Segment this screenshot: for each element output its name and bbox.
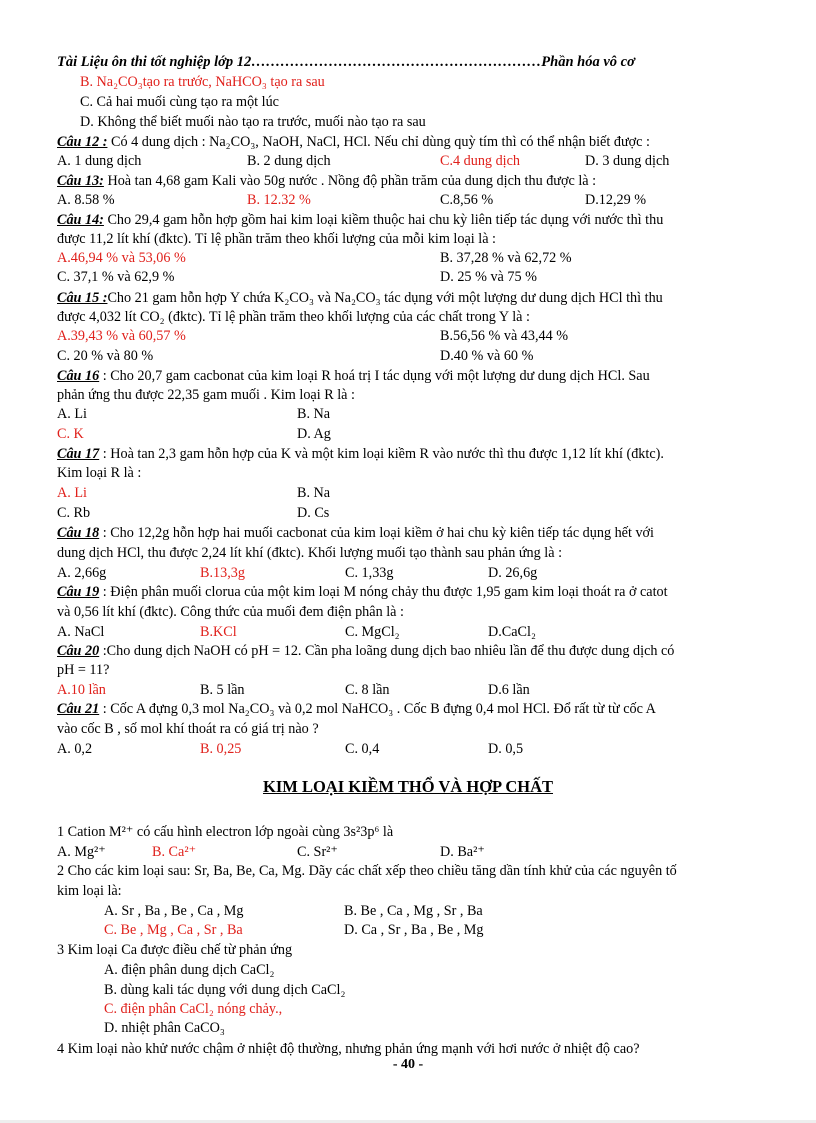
option-d: D. Ca , Sr , Ba , Be , Mg xyxy=(344,922,484,938)
question-20 xyxy=(57,642,674,660)
s3-option-d: D. nhiệt phân CaCO₃ xyxy=(104,1020,225,1036)
option-a: A.39,43 % và 60,57 % xyxy=(57,328,186,344)
question-label: Câu 16 xyxy=(57,368,100,384)
option-d: D. Cs xyxy=(297,505,330,521)
option-b: B.56,56 % và 43,44 % xyxy=(440,328,569,344)
question-21 xyxy=(57,700,656,718)
question-label: Câu 13: xyxy=(57,173,104,189)
q17-options-cd xyxy=(57,504,757,522)
question-12 xyxy=(57,133,650,151)
option-b-line: B. Na₂CO₃tạo ra trước, NaHCO₃ tạo ra sau xyxy=(80,74,325,90)
page-header: Tài Liệu ôn thi tốt nghiệp lớp 12……………………………………………………Phần hóa vô cơ xyxy=(57,54,635,70)
q21-options xyxy=(57,740,757,758)
option-b: B. 37,28 % và 62,72 % xyxy=(440,250,572,266)
question-21-cont: vào cốc B , số mol khí thoát ra có giá trị nào ? xyxy=(57,721,319,737)
option-b: B. Be , Ca , Mg , Sr , Ba xyxy=(344,903,483,919)
option-c: C. K xyxy=(57,426,84,442)
option-d: D.6 lần xyxy=(488,682,530,698)
option-b: B. 12.32 % xyxy=(247,192,311,208)
section-title: KIM LOẠI KIỀM THỔ VÀ HỢP CHẤT xyxy=(262,777,553,796)
option-d: D.40 % và 60 % xyxy=(440,348,534,364)
question-text: : Điện phân muối clorua của một kim loại M nóng chảy thu được 1,95 gam kim loại thoát ra ở catot xyxy=(99,584,668,600)
option-a: A.46,94 % và 53,06 % xyxy=(57,250,186,266)
option-a: A. Li xyxy=(57,485,87,501)
question-13 xyxy=(57,172,596,190)
option-a: A. NaCl xyxy=(57,624,105,640)
q20-options xyxy=(57,681,757,699)
option-b: B. Na xyxy=(297,406,331,422)
option-c: C. Sr²⁺ xyxy=(297,844,338,860)
option-c: C. 37,1 % và 62,9 % xyxy=(57,269,175,285)
q16-options-ab xyxy=(57,405,757,423)
option-a: A. Mg²⁺ xyxy=(57,844,106,860)
option-d: D. 26,6g xyxy=(488,565,538,581)
question-16 xyxy=(57,367,650,385)
s3-option-b: B. dùng kali tác dụng với dung dịch CaCl₂ xyxy=(104,982,346,998)
option-b: B.13,3g xyxy=(200,565,245,581)
option-d: D. 3 dung dịch xyxy=(585,153,670,169)
option-c-line: C. Cả hai muối cùng tạo ra một lúc xyxy=(80,94,279,110)
question-label: Câu 18 xyxy=(57,525,100,541)
question-18 xyxy=(57,524,654,542)
question-17 xyxy=(57,445,664,463)
question-label: Câu 12 : xyxy=(57,134,108,150)
question-text: : Cho 12,2g hỗn hợp hai muối cacbonat của kim loại kiềm ở hai chu kỳ kiên tiếp tác dụng hết với xyxy=(99,525,655,541)
option-d: D. Ba²⁺ xyxy=(440,844,485,860)
option-d: D.CaCl₂ xyxy=(488,624,536,640)
question-label: Câu 20 xyxy=(57,643,100,659)
option-b: B. 5 lần xyxy=(200,682,245,698)
q16-options-cd xyxy=(57,425,757,443)
section-question-4: 4 Kim loại nào khử nước chậm ở nhiệt độ thường, nhưng phản ứng mạnh với hơi nước ở nhiệt độ cao? xyxy=(57,1041,640,1057)
question-14-cont: được 11,2 lít khí (đktc). Tỉ lệ phần trăm theo khối lượng của mỗi kim loại là : xyxy=(57,231,496,247)
question-text: : Cốc A đựng 0,3 mol Na₂CO₃ và 0,2 mol NaHCO₃ . Cốc B đựng 0,4 mol HCl. Đổ rất từ từ cốc A xyxy=(99,701,656,717)
section-question-2-cont: kim loại là: xyxy=(57,883,122,899)
question-17-cont: Kim loại R là : xyxy=(57,465,142,481)
option-b: B. 0,25 xyxy=(200,741,242,757)
question-text: : Hoà tan 2,3 gam hỗn hợp của K và một kim loại kiềm R vào nước thì thu được 1,12 lít khí (đktc). xyxy=(99,446,664,462)
question-label: Câu 14: xyxy=(57,212,104,228)
question-text: Hoà tan 4,68 gam Kali vào 50g nước . Nồng độ phần trăm của dung dịch thu được là : xyxy=(103,173,597,189)
q18-options xyxy=(57,564,757,582)
question-15 xyxy=(57,289,663,307)
option-b: B. Ca²⁺ xyxy=(152,844,197,860)
option-c: C.4 dung dịch xyxy=(440,153,520,169)
question-label: Câu 19 xyxy=(57,584,100,600)
question-14 xyxy=(57,211,663,229)
question-text: :Cho dung dịch NaOH có pH = 12. Cần pha loãng dung dịch bao nhiêu lần để thu được dung dịch có xyxy=(99,643,675,659)
question-19 xyxy=(57,583,668,601)
section-question-3: 3 Kim loại Ca được điều chế từ phản ứng xyxy=(57,942,293,958)
page-number: - 40 - xyxy=(392,1057,424,1072)
q14-options-cd xyxy=(57,268,757,286)
option-d: D. 25 % và 75 % xyxy=(440,269,537,285)
s3-option-a: A. điện phân dung dịch CaCl₂ xyxy=(104,962,275,978)
option-c: C. 0,4 xyxy=(345,741,380,757)
option-b: B. Na xyxy=(297,485,331,501)
option-b: B.KCl xyxy=(200,624,237,640)
question-18-cont: dung dịch HCl, thu được 2,24 lít khí (đktc). Khối lượng muối tạo thành sau phản ứng là : xyxy=(57,545,563,561)
option-d: D. 0,5 xyxy=(488,741,524,757)
question-20-cont: pH = 11? xyxy=(57,662,110,678)
option-a: A. 1 dung dịch xyxy=(57,153,142,169)
question-15-cont: được 4,032 lít CO₂ (đktc). Tỉ lệ phần trăm theo khối lượng của các chất trong Y là : xyxy=(57,309,530,325)
s1-options xyxy=(57,843,757,861)
q15-options-cd xyxy=(57,347,757,365)
q15-options-ab xyxy=(57,327,757,345)
q13-options xyxy=(57,191,757,209)
s2-options-cd xyxy=(104,921,754,939)
question-19-cont: và 0,56 lít khí (đktc). Công thức của muối đem điện phân là : xyxy=(57,604,404,620)
option-a: A.10 lần xyxy=(57,682,106,698)
option-a: A. Sr , Ba , Be , Ca , Mg xyxy=(104,903,244,919)
option-c: C. Be , Mg , Ca , Sr , Ba xyxy=(104,922,243,938)
s3-option-c: C. điện phân CaCl₂ nóng chảy., xyxy=(104,1001,283,1017)
option-a: A. 8.58 % xyxy=(57,192,115,208)
option-d: D. Ag xyxy=(297,426,331,442)
option-c: C. 1,33g xyxy=(345,565,394,581)
q12-options xyxy=(57,152,757,170)
option-a: A. Li xyxy=(57,406,87,422)
section-question-2: 2 Cho các kim loại sau: Sr, Ba, Be, Ca, Mg. Dãy các chất xếp theo chiều tăng dần tính khử của các nguyên tố xyxy=(57,863,677,879)
option-d: D.12,29 % xyxy=(585,192,647,208)
q14-options-ab xyxy=(57,249,757,267)
question-label: Câu 17 xyxy=(57,446,100,462)
question-text: Cho 29,4 gam hỗn hợp gồm hai kim loại kiềm thuộc hai chu kỳ liên tiếp tác dụng với nước thì thu xyxy=(103,212,664,228)
question-16-cont: phản ứng thu được 22,35 gam muối . Kim loại R là : xyxy=(57,387,355,403)
question-label: Câu 21 xyxy=(57,701,100,717)
option-a: A. 2,66g xyxy=(57,565,107,581)
question-text: Cho 21 gam hỗn hợp Y chứa K₂CO₃ và Na₂CO₃ tác dụng với một lượng dư dung dịch HCl thì thu xyxy=(107,290,663,306)
question-text: Có 4 dung dịch : Na₂CO₃, NaOH, NaCl, HCl. Nếu chỉ dùng quỳ tím thì có thể nhận biết được : xyxy=(107,134,650,150)
question-label: Câu 15 : xyxy=(57,290,108,306)
option-a: A. 0,2 xyxy=(57,741,93,757)
option-c: C. 20 % và 80 % xyxy=(57,348,154,364)
option-c: C. 8 lần xyxy=(345,682,390,698)
section-question-1: 1 Cation M²⁺ có cấu hình electron lớp ngoài cùng 3s²3p⁶ là xyxy=(57,824,394,840)
option-c: C. Rb xyxy=(57,505,91,521)
option-d-line: D. Không thể biết muối nào tạo ra trước, muối nào tạo ra sau xyxy=(80,114,426,130)
q19-options xyxy=(57,623,757,641)
s2-options-ab xyxy=(104,902,754,920)
option-c: C.8,56 % xyxy=(440,192,494,208)
q17-options-ab xyxy=(57,484,757,502)
question-text: : Cho 20,7 gam cacbonat của kim loại R hoá trị I tác dụng với một lượng dư dung dịch HCl. Sau xyxy=(99,368,650,384)
option-b: B. 2 dung dịch xyxy=(247,153,331,169)
option-c: C. MgCl₂ xyxy=(345,624,400,640)
